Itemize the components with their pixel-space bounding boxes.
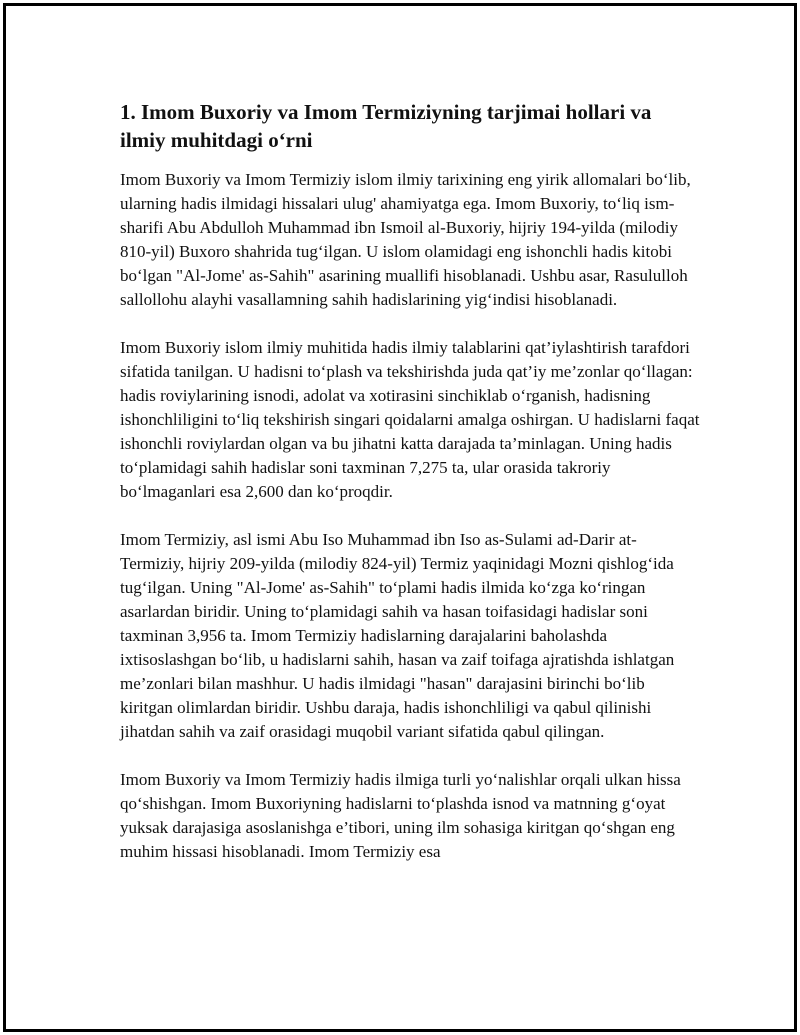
paragraph-1: Imom Buxoriy va Imom Termiziy islom ilmiy tarixining eng yirik allomalari bo‘lib, ularning hadis ilmidagi hissalari ulug' ahamiyatga ega. Imom Buxoriy, to‘liq ism-sharifi Abu Abdulloh Muhammad ibn Ismoil al-Buxoriy, hijriy 194-yilda (milodiy 810-yil) Buxoro shahrida tug‘ilgan. U islom olamidagi eng ishonchli hadis kitobi bo‘lgan "Al-Jome' as-Sahih" asarining muallifi hisoblanadi. Ushbu asar, Rasululloh sallollohu alayhi vasallamning sahih hadislarining yig‘indisi hisoblanadi. [120, 170, 691, 309]
paragraph-3: Imom Termiziy, asl ismi Abu Iso Muhammad ibn Iso as-Sulami ad-Darir at-Termiziy, hijriy 209-yilda (milodiy 824-yil) Termiz yaqinidagi Mozni qishlog‘ida tug‘ilgan. Uning "Al-Jome' as-Sahih" to‘plami hadis ilmida ko‘zga ko‘ringan asarlardan biridir. Uning to‘plamidagi sahih va hasan toifasidagi hadislar soni taxminan 3,956 ta. Imom Termiziy hadislarning darajalarini baholashda ixtisoslashgan bo‘lib, u hadislarni sahih, hasan va zaif toifaga ajratishda ishlatgan me’zonlari bilan mashhur. U hadis ilmidagi "hasan" darajasini birinchi bo‘lib kiritgan olimlardan biridir. Ushbu daraja, hadis ishonchliligi va qabul qilinishi jihatdan sahih va zaif orasidagi muqobil variant sifatida qabul qilingan. [120, 530, 675, 741]
page-frame [3, 3, 797, 1032]
document-body [120, 98, 700, 864]
paragraph-2: Imom Buxoriy islom ilmiy muhitida hadis ilmiy talablarini qat’iylashtirish tarafdori sifatida tanilgan. U hadisni to‘plash va tekshirishda juda qat’iy me’zonlar qo‘llagan: hadis roviylarining isnodi, adolat va xotirasini sinchiklab o‘rganish, hadisning ishonchliligini to‘liq tekshirish singari qoidalarni amalga oshirgan. U hadislarni faqat ishonchli roviylardan olgan va bu jihatni katta darajada ta’minlagan. Uning hadis to‘plamidagi sahih hadislar soni taxminan 7,275 ta, ular orasida takroriy bo‘lmaganlari esa 2,600 dan ko‘proqdir. [120, 338, 700, 501]
section-heading: 1. Imom Buxoriy va Imom Termiziyning tarjimai hollari va ilmiy muhitdagi o‘rni [120, 100, 652, 152]
paragraph-4: Imom Buxoriy va Imom Termiziy hadis ilmiga turli yo‘nalishlar orqali ulkan hissa qo‘shishgan. Imom Buxoriyning hadislarni to‘plashda isnod va matnning g‘oyat yuksak darajasiga asoslanishga e’tibori, uning ilm sohasiga kiritgan qo‘shgan eng muhim hissasi hisoblanadi. Imom Termiziy esa [120, 770, 681, 861]
